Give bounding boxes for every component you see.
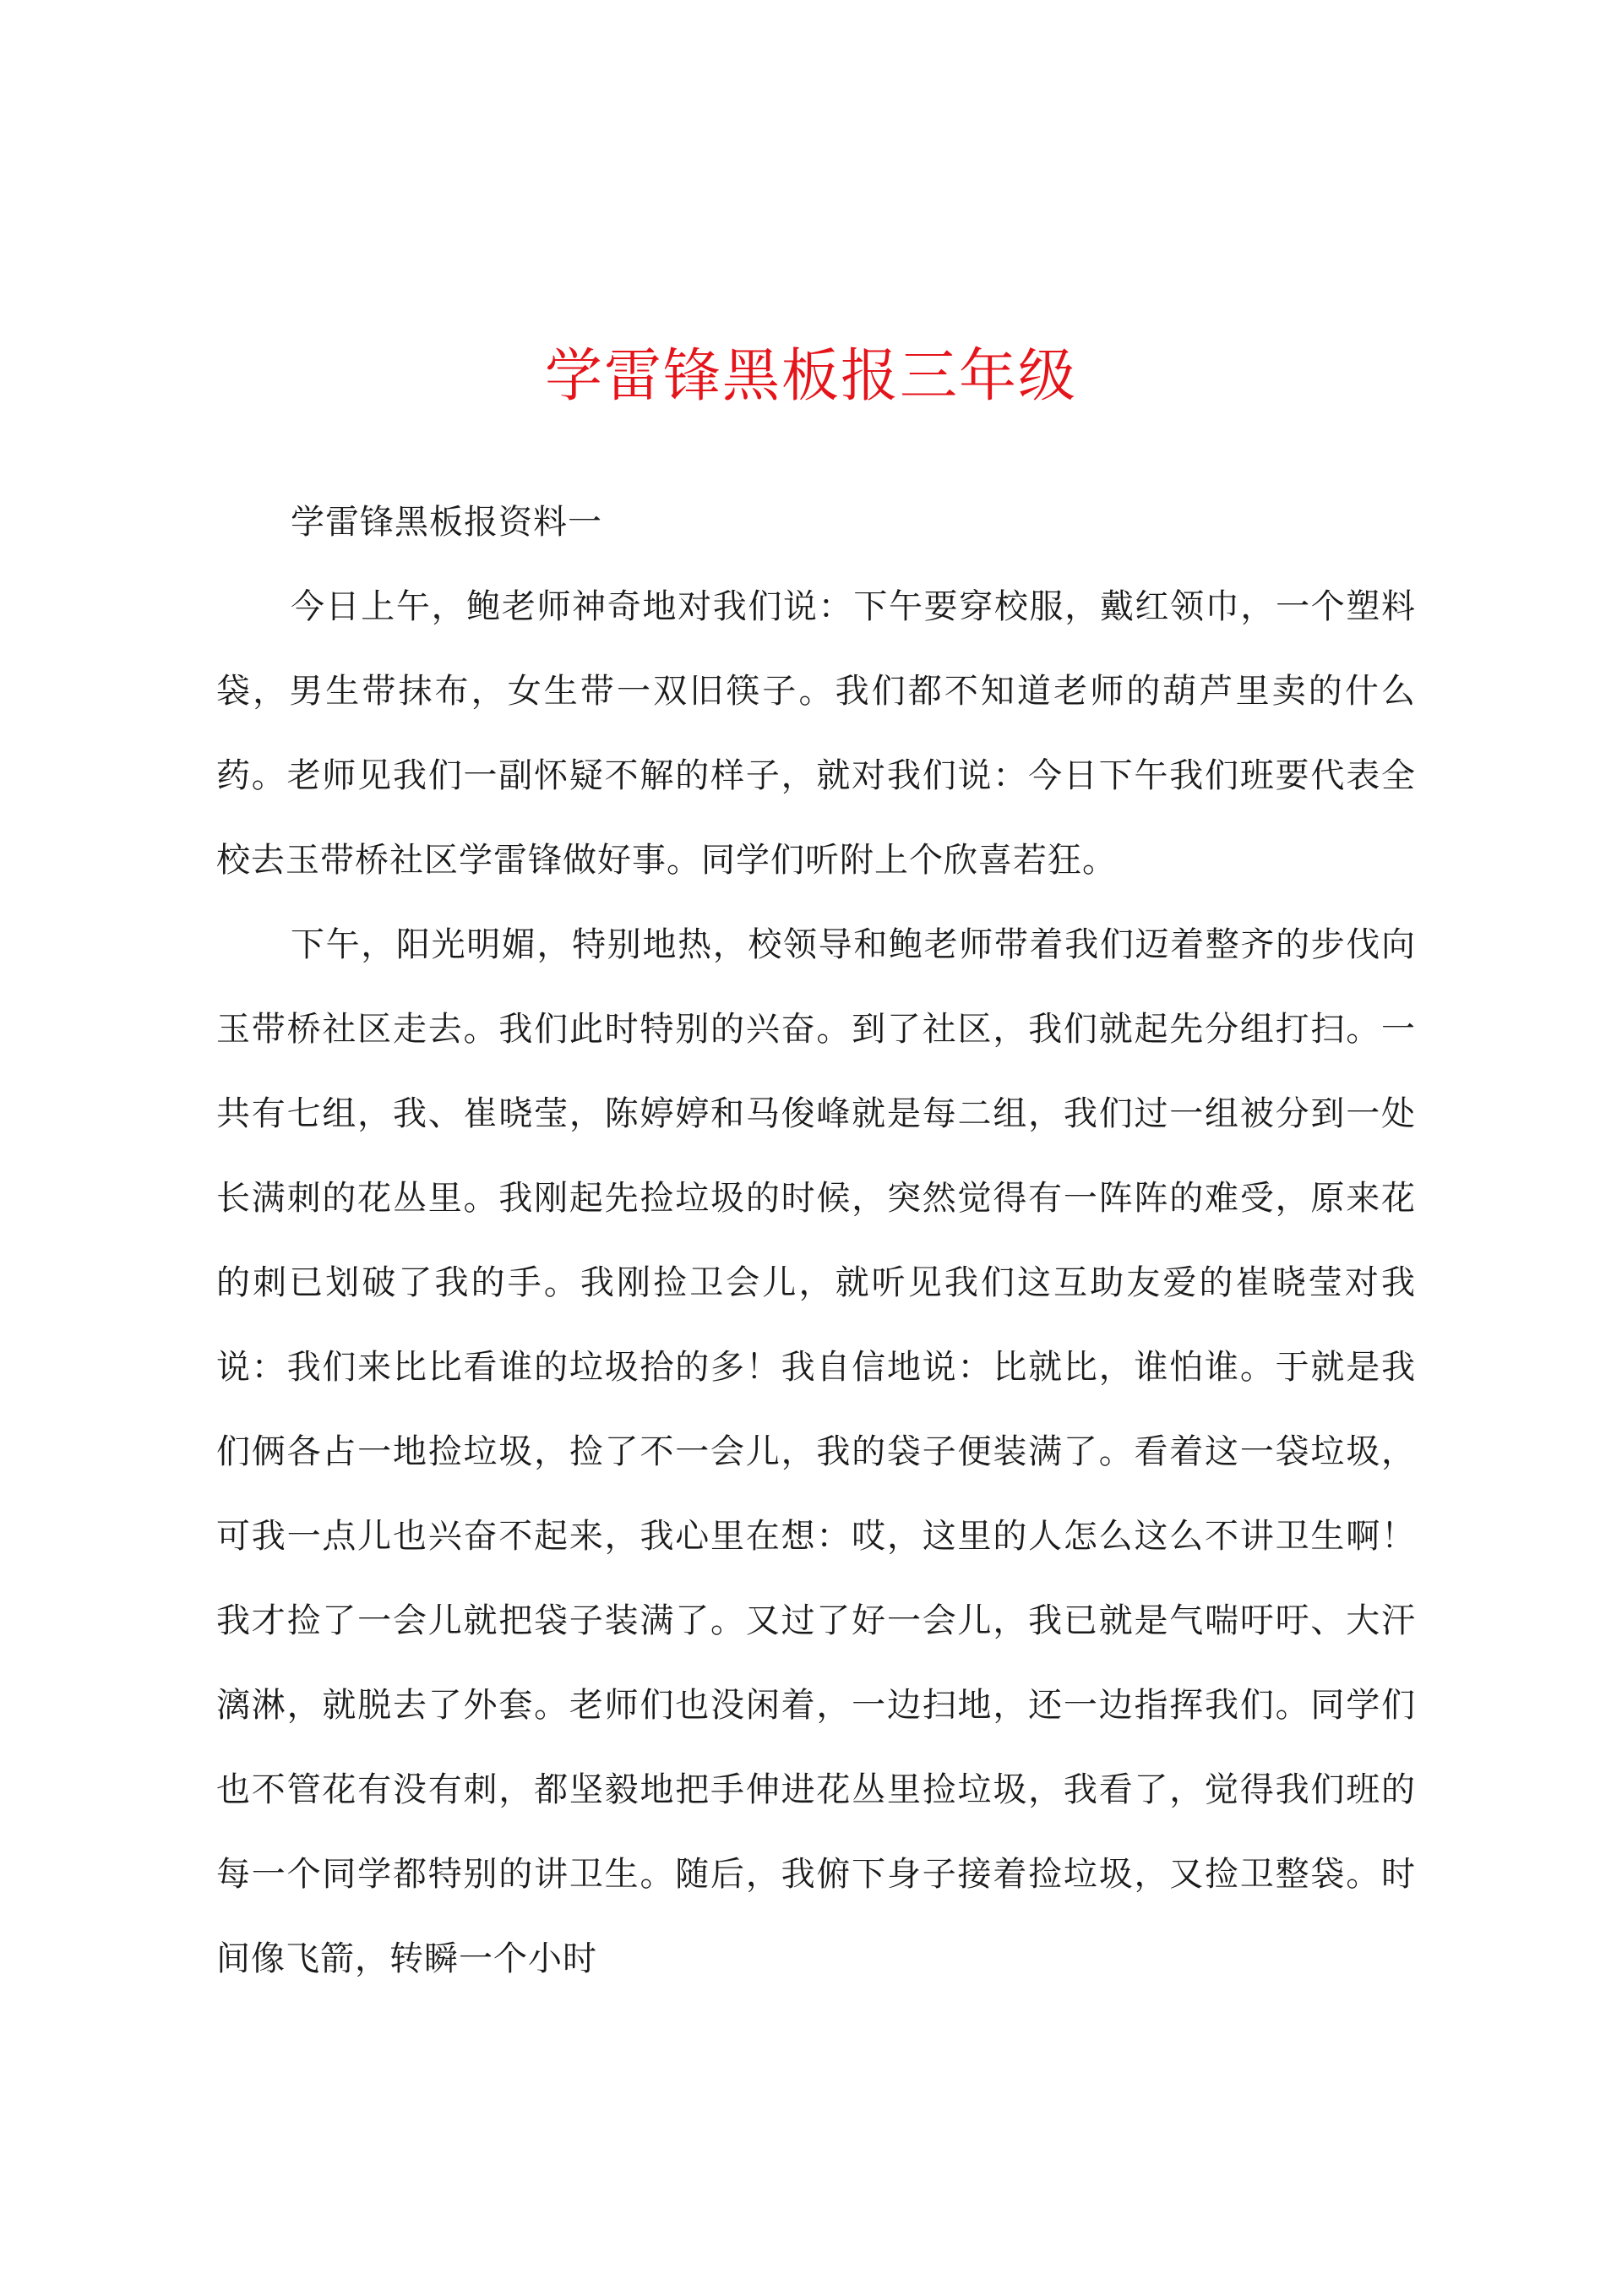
section-subheading: 学雷锋黑板报资料一	[291, 503, 602, 542]
document-title: 学雷锋黑板报三年级	[544, 343, 1077, 410]
paragraph-1: 今日上午，鲍老师神奇地对我们说：下午要穿校服，戴红领巾，一个塑料袋，男生带抹布，女生带一双旧筷子。我们都不知道老师的葫芦里卖的什么药。老师见我们一副怀疑不解的样子，就对我们说：今日下午我们班要代表全校去玉带桥社区学雷锋做好事。同学们听附上个欣喜若狂。	[216, 587, 1416, 880]
paragraph-2: 下午，阳光明媚，特别地热，校领导和鲍老师带着我们迈着整齐的步伐向玉带桥社区走去。我们此时特别的兴奋。到了社区，我们就起先分组打扫。一共有七组，我、崔晓莹，陈婷婷和马俊峰就是每二组，我们过一组被分到一处长满刺的花丛里。我刚起先捡垃圾的时候，突然觉得有一阵阵的难受，原来花的刺已划破了我的手。我刚捡卫会儿，就听见我们这互助友爱的崔晓莹对我说：我们来比比看谁的垃圾拾的多！我自信地说：比就比，谁怕谁。于就是我们俩各占一地捡垃圾，捡了不一会儿，我的袋子便装满了。看着这一袋垃圾，可我一点儿也兴奋不起来，我心里在想：哎，这里的人怎么这么不讲卫生啊！我才捡了一会儿就把袋子装满了。又过了好一会儿，我已就是气喘吁吁、大汗漓淋，就脱去了外套。老师们也没闲着，一边扫地，还一边指挥我们。同学们也不管花有没有刺，都坚毅地把手伸进花丛里捡垃圾，我看了，觉得我们班的每一个同学都特别的讲卫生。随后，我俯下身子接着捡垃圾，又捡卫整袋。时间像飞箭，转瞬一个小时	[216, 925, 1416, 1978]
document-body	[216, 480, 1416, 2001]
